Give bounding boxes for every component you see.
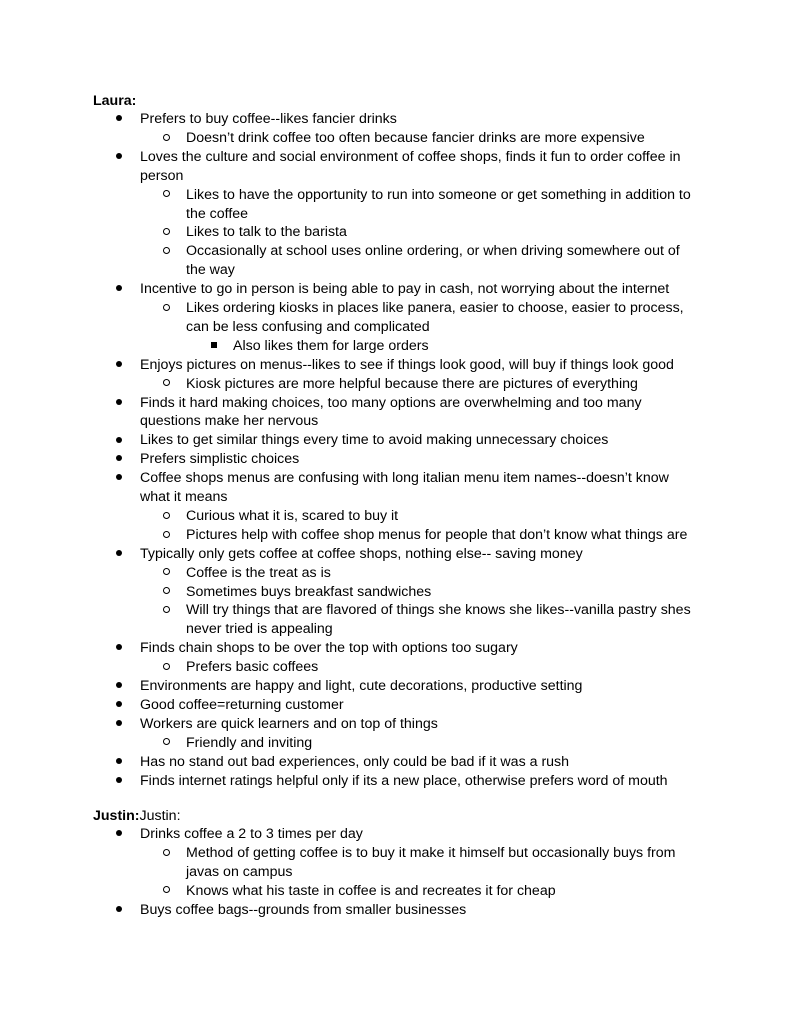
justin-heading-bold: Justin:	[93, 808, 140, 824]
bullet-dot-icon	[116, 753, 122, 772]
list-item-continuation	[186, 261, 235, 280]
bullet-dot-icon	[116, 696, 122, 715]
bullet-circle-icon	[163, 734, 170, 753]
list-item-text: Curious what it is, scared to buy it	[186, 507, 399, 524]
bullet-circle-icon	[163, 564, 170, 583]
list-item	[140, 715, 438, 734]
list-item	[140, 677, 582, 696]
list-item	[140, 772, 668, 791]
bullet-circle-icon	[163, 658, 170, 677]
list-item-text: Pictures help with coffee shop menus for people that don’t know what things are	[186, 526, 688, 543]
list-item-continuation	[186, 205, 248, 224]
list-item	[186, 129, 645, 148]
list-item-text: the way	[186, 262, 235, 279]
bullet-dot-icon	[116, 825, 122, 844]
bullet-dot-icon	[116, 901, 122, 920]
list-item-text: Drinks coffee a 2 to 3 times per day	[140, 826, 363, 842]
list-item	[186, 299, 684, 318]
list-item-text: Occasionally at school uses online ordering, or when driving somewhere out of	[186, 243, 680, 260]
list-item	[186, 734, 312, 753]
bullet-circle-icon	[163, 129, 170, 148]
justin-heading	[93, 807, 181, 826]
bullet-circle-icon	[163, 242, 170, 261]
list-item	[186, 242, 680, 261]
laura-heading-label: Laura:	[93, 93, 137, 109]
bullet-circle-icon	[163, 299, 170, 318]
list-item	[186, 601, 691, 620]
list-item	[186, 658, 318, 677]
bullet-dot-icon	[116, 450, 122, 469]
bullet-dot-icon	[116, 677, 122, 696]
list-item-text: Loves the culture and social environment of coffee shops, finds it fun to order coffee in	[140, 148, 681, 165]
list-item-text: Buys coffee bags--grounds from smaller businesses	[140, 901, 467, 918]
list-item-text: can be less confusing and complicated	[186, 318, 430, 335]
list-item-text: Environments are happy and light, cute decorations, productive setting	[140, 678, 583, 694]
bullet-dot-icon	[116, 148, 122, 167]
bullet-circle-icon	[163, 844, 170, 863]
list-item-text: Coffee is the treat as is	[186, 564, 331, 581]
bullet-circle-icon	[163, 507, 170, 526]
bullet-dot-icon	[116, 280, 122, 299]
list-item-text: Prefers basic coffees	[186, 659, 319, 676]
list-item	[140, 450, 299, 469]
list-item-continuation	[186, 318, 430, 337]
list-item-text: Friendly and inviting	[186, 734, 313, 751]
bullet-dot-icon	[116, 772, 122, 791]
list-item-text: Has no stand out bad experiences, only could be bad if it was a rush	[140, 753, 570, 770]
list-item-text: Workers are quick learners and on top of things	[140, 715, 438, 732]
list-item-text: Finds internet ratings helpful only if its a new place, otherwise prefers word of mouth	[140, 772, 668, 789]
list-item	[140, 901, 466, 920]
list-item	[186, 223, 347, 242]
list-item	[140, 696, 344, 715]
list-item	[186, 583, 431, 602]
list-item-text: Coffee shops menus are confusing with long italian menu item names--doesn’t know	[140, 470, 669, 487]
list-item-text: Good coffee=returning customer	[140, 696, 344, 713]
list-item-text: Likes to have the opportunity to run into someone or get something in addition to	[186, 186, 691, 203]
list-item	[140, 148, 681, 167]
list-item-continuation	[140, 167, 183, 186]
laura-heading	[93, 92, 136, 111]
list-item-continuation	[140, 488, 228, 507]
list-item	[140, 356, 674, 375]
bullet-dot-icon	[116, 110, 122, 129]
bullet-circle-icon	[163, 526, 170, 545]
list-item-text: Likes to talk to the barista	[186, 224, 347, 241]
list-item	[140, 110, 397, 129]
list-item	[186, 507, 398, 526]
list-item-continuation	[140, 412, 318, 431]
list-item	[186, 526, 687, 545]
list-item-text: Prefers simplistic choices	[140, 451, 300, 468]
list-item-text: Finds it hard making choices, too many options are overwhelming and too many	[140, 394, 642, 411]
list-item-text: Sometimes buys breakfast sandwiches	[186, 583, 432, 600]
list-item	[186, 375, 638, 394]
bullet-dot-icon	[116, 394, 122, 413]
list-item	[140, 825, 363, 844]
list-item	[140, 545, 583, 564]
list-item-text: Prefers to buy coffee--likes fancier drinks	[140, 111, 397, 127]
justin-heading-plain: Justin:	[139, 808, 181, 824]
list-item	[186, 186, 691, 205]
list-item-text: what it means	[140, 489, 228, 505]
list-item	[140, 753, 569, 772]
list-item-text: Typically only gets coffee at coffee shops, nothing else-- saving money	[140, 545, 583, 562]
list-item	[140, 280, 669, 299]
list-item	[186, 882, 556, 901]
bullet-square-icon	[211, 337, 217, 356]
bullet-dot-icon	[116, 715, 122, 734]
list-item-text: Method of getting coffee is to buy it make it himself but occasionally buys from	[186, 844, 676, 861]
list-item	[186, 844, 675, 863]
list-item-text: Also likes them for large orders	[233, 337, 429, 354]
list-item-text: never tried is appealing	[186, 621, 333, 638]
list-item-text: Finds chain shops to be over the top with options too sugary	[140, 640, 518, 657]
list-item-text: Enjoys pictures on menus--likes to see if things look good, will buy if things look good	[140, 356, 674, 373]
bullet-dot-icon	[116, 545, 122, 564]
bullet-dot-icon	[116, 469, 122, 488]
list-item-text: Incentive to go in person is being able to pay in cash, not worrying about the internet	[140, 281, 670, 298]
list-item-text: Doesn’t drink coffee too often because fancier drinks are more expensive	[186, 129, 645, 146]
bullet-circle-icon	[163, 601, 170, 620]
list-item-text: Will try things that are flavored of things she knows she likes--vanilla pastry shes	[186, 602, 691, 619]
list-item-continuation	[186, 620, 333, 639]
list-item-continuation	[186, 863, 292, 882]
list-item	[140, 469, 669, 488]
list-item-text: the coffee	[186, 205, 249, 222]
list-item-text: Knows what his taste in coffee is and recreates it for cheap	[186, 882, 556, 899]
bullet-circle-icon	[163, 375, 170, 394]
bullet-circle-icon	[163, 882, 170, 901]
list-item	[140, 431, 608, 450]
list-item-text: person	[140, 167, 184, 184]
list-item	[140, 394, 642, 413]
bullet-dot-icon	[116, 639, 122, 658]
bullet-circle-icon	[163, 186, 170, 205]
bullet-dot-icon	[116, 431, 122, 450]
list-item	[140, 639, 518, 658]
list-item	[186, 564, 331, 583]
bullet-dot-icon	[116, 356, 122, 375]
list-item-text: questions make her nervous	[140, 413, 319, 430]
list-item	[233, 337, 429, 356]
list-item-text: Likes to get similar things every time to avoid making unnecessary choices	[140, 432, 609, 449]
list-item-text: Kiosk pictures are more helpful because there are pictures of everything	[186, 375, 638, 392]
bullet-circle-icon	[163, 223, 170, 242]
bullet-circle-icon	[163, 583, 170, 602]
list-item-text: javas on campus	[186, 863, 293, 880]
list-item-text: Likes ordering kiosks in places like panera, easier to choose, easier to process,	[186, 300, 684, 316]
